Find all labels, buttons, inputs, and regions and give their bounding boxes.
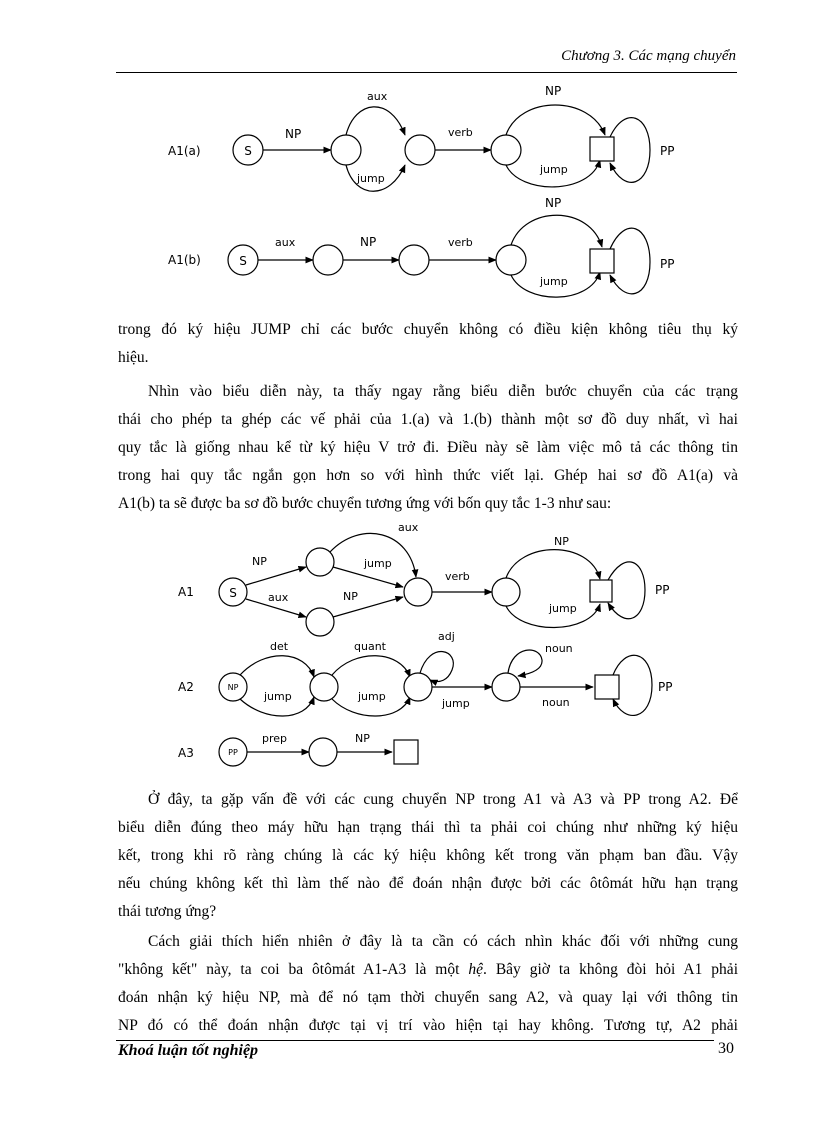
edge-np-label: NP	[252, 555, 267, 568]
edge-noun-loop-label: noun	[545, 642, 573, 655]
final-state	[590, 580, 612, 602]
state-np-label: NP	[227, 683, 239, 692]
edge-jump2-label: jump	[549, 602, 577, 615]
footer-title: Khoá luận tốt nghiệp	[118, 1042, 259, 1059]
state-2	[399, 245, 429, 275]
edge-aux-label: aux	[275, 236, 296, 249]
network-a1b	[168, 196, 674, 297]
text-line: Nhìn vào biểu diễn này, ta thấy ngay rằng biểu diễn bước chuyển của các trạng	[148, 383, 738, 400]
edge-verb-label: verb	[445, 570, 470, 583]
edge-quant-label: quant	[354, 640, 386, 653]
page-number: 30	[718, 1040, 734, 1057]
edge-pp-label: PP	[655, 583, 670, 597]
edge-aux-label: aux	[268, 591, 289, 604]
state-lower	[306, 608, 334, 636]
paragraph-3	[118, 786, 738, 926]
edge-np-label: NP	[360, 235, 377, 249]
state-verb	[492, 578, 520, 606]
edge-np2	[506, 550, 600, 579]
text-line: quy tắc là giống nhau kể từ ký hiệu V trở đi. Điều này sẽ làm việc mô tả các thông tin	[118, 439, 738, 456]
state-det	[310, 673, 338, 701]
edge-aux-label: aux	[367, 90, 388, 103]
edge-jump	[333, 567, 403, 587]
edge-pp-loop	[610, 228, 650, 294]
state-1	[313, 245, 343, 275]
edge-prep-label: prep	[262, 732, 288, 745]
text-line: nếu chúng không kết thì làm thế nào để đoán nhận được bởi các ôtômát hữu hạn trạng	[118, 875, 738, 892]
edge-jump-b-label: jump	[358, 690, 386, 703]
final-state	[595, 675, 619, 699]
paragraph-4	[118, 928, 738, 1040]
state-s-label: S	[244, 144, 252, 158]
network-a3	[178, 732, 418, 766]
state-2	[405, 135, 435, 165]
state-quant	[404, 673, 432, 701]
edge-jump-label: jump	[364, 557, 392, 570]
state-prep	[309, 738, 337, 766]
final-state	[590, 249, 614, 273]
edge-verb-label: verb	[448, 126, 473, 139]
edge-aux-upper-label: aux	[398, 521, 419, 534]
text-line: đoán nhận ký hiệu NP, mà để nó tạm thời chuyển sang A2, và quay lại với thông tin	[118, 989, 738, 1006]
running-header: Chương 3. Các mạng chuyển	[561, 48, 736, 64]
edge-np	[246, 567, 306, 585]
text-line: kết, trong khi rõ ràng chúng là các ký hiệu không kết trong văn phạm ban đầu. Vậy	[118, 847, 738, 864]
state-1	[331, 135, 361, 165]
edge-np2	[506, 105, 605, 135]
text-line: A1(b) ta sẽ được ba sơ đồ bước chuyển tương ứng với bốn quy tắc 1-3 như sau:	[118, 495, 612, 512]
network-a1a	[168, 84, 674, 191]
final-state	[590, 137, 614, 161]
edge-jump2-label: jump	[540, 163, 568, 176]
emphasis-he: hệ	[468, 961, 483, 978]
edge-np-label: NP	[285, 127, 302, 141]
state-s-label: S	[239, 254, 247, 268]
text-line: NP đó có thể đoán nhận được tại vị trí vào hiện tại hay không. Tương tự, A2 phải	[118, 1017, 738, 1034]
label-a1: A1	[178, 585, 194, 599]
paragraph-1	[118, 316, 738, 372]
edge-jump-c-label: jump	[442, 697, 470, 710]
edge-aux-upper	[330, 533, 416, 577]
paragraph-2	[118, 378, 738, 518]
state-upper	[306, 548, 334, 576]
label-a1a: A1(a)	[168, 144, 201, 158]
state-3	[491, 135, 521, 165]
text-line: thái cho phép ta ghép các vế phải của 1.(a) và 1.(b) thành một sơ đồ duy nhất, vì hai	[118, 411, 738, 428]
edge-jump2-label: jump	[540, 275, 568, 288]
edge-np-label: NP	[355, 732, 370, 745]
text-line	[118, 956, 738, 984]
final-state	[394, 740, 418, 764]
state-s-label: S	[229, 586, 237, 600]
edge-adj-label: adj	[438, 630, 455, 643]
text-line: hiệu.	[118, 349, 149, 366]
text-segment: . Bây giờ ta không đòi hỏi A1 phải	[483, 961, 738, 978]
network-a2	[178, 630, 672, 716]
edge-aux	[346, 107, 405, 135]
edge-pp-label: PP	[658, 680, 673, 694]
text-line: Cách giải thích hiển nhiên ở đây là ta cần có cách nhìn khác đối với những cung	[148, 933, 738, 950]
edge-quant	[332, 656, 410, 677]
text-segment: "không kết" này, ta coi ba ôtômát A1-A3 là một	[118, 961, 469, 978]
edge-np2	[511, 215, 602, 247]
state-3	[496, 245, 526, 275]
text-line: biểu diễn đúng theo máy hữu hạn trạng thái thì ta phải coi chúng như những ký hiệu	[118, 819, 738, 836]
edge-np2-label: NP	[545, 84, 562, 98]
edge-det-label: det	[270, 640, 289, 653]
edge-pp-label: PP	[660, 257, 675, 271]
edge-np2-label: NP	[554, 535, 569, 548]
label-a3: A3	[178, 746, 194, 760]
edge-jump-a-label: jump	[264, 690, 292, 703]
footer-rule	[116, 1040, 714, 1041]
network-a1	[178, 521, 669, 636]
label-a2: A2	[178, 680, 194, 694]
edge-verb-label: verb	[448, 236, 473, 249]
edge-det	[240, 656, 314, 677]
text-line: thái tương ứng?	[118, 903, 217, 920]
edge-np-lower-label: NP	[343, 590, 358, 603]
edge-noun-label: noun	[542, 696, 570, 709]
label-a1b: A1(b)	[168, 253, 201, 267]
text-line: trong hai quy tắc ngắn gọn hơn so với hình thức viết lại. Ghép hai sơ đồ A1(a) và	[118, 467, 738, 484]
edge-pp-loop	[610, 118, 650, 183]
state-pp-label: PP	[228, 748, 238, 757]
state-merge	[404, 578, 432, 606]
edge-pp-loop	[608, 562, 645, 619]
state-adj	[492, 673, 520, 701]
text-line: Ở đây, ta gặp vấn đề với các cung chuyển NP trong A1 và A3 và PP trong A2. Để	[148, 791, 738, 808]
edge-pp-label: PP	[660, 144, 675, 158]
text-line: trong đó ký hiệu JUMP chỉ các bước chuyển không có điều kiện không tiêu thụ ký	[118, 321, 738, 338]
edge-np2-label: NP	[545, 196, 562, 210]
edge-noun-loop	[508, 650, 542, 676]
edge-jump-label: jump	[357, 172, 385, 185]
